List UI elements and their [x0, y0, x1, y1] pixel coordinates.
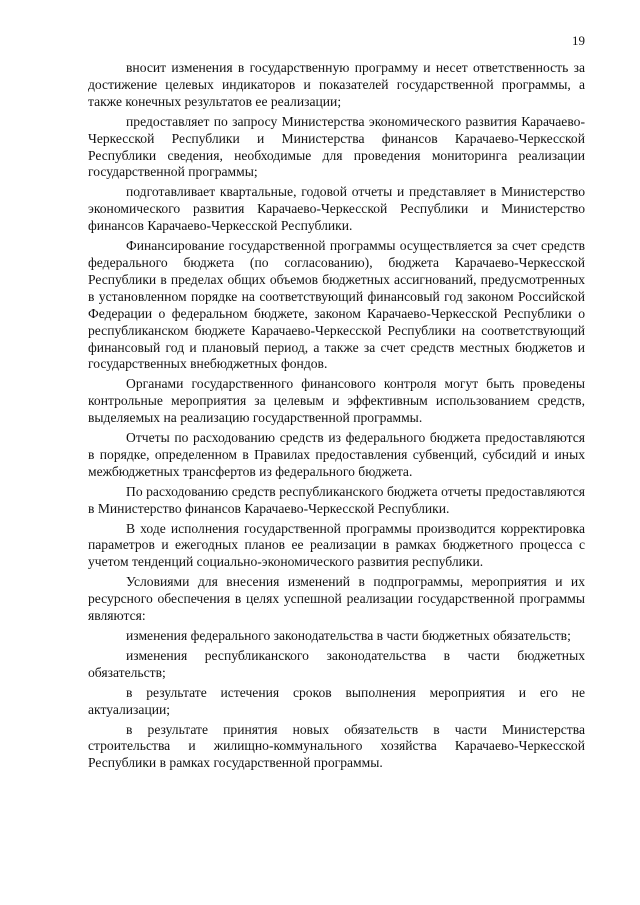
paragraph-conditions-intro: Условиями для внесения изменений в подпрограммы, мероприятия и их ресурсного обеспечения в целях успешной реализации государственной программы являются:	[88, 574, 585, 624]
paragraph-condition-new-obligations: в результате принятия новых обязательств в части Министерства строительства и жилищно-коммунального хозяйства Карачаево-Черкесской Республики в рамках государственной программы.	[88, 721, 585, 771]
page-number: 19	[572, 33, 585, 48]
paragraph-monitoring-info: предоставляет по запросу Министерства экономического развития Карачаево-Черкесской Республики и Министерства финансов Карачаево-Черкесской Республики сведения, необходимые для проведения мониторинга реализации государственной программы;	[88, 113, 585, 180]
paragraph-financing: Финансирование государственной программы осуществляется за счет средств федерального бюджета (по согласованию), бюджета Карачаево-Черкесской Республики в пределах общих объемов бюджетных ассигнований, предусмотренных в установленном порядке на соответствующий финансовый год законом Российской Федерации о федеральном бюджете, законом Карачаево-Черкесской Республики о республиканском бюджете Карачаево-Черкесской Республики на соответствующий финансовый год и плановый период, а также за счет средств местных бюджетов и государственных внебюджетных фондов.	[88, 238, 585, 372]
paragraph-quarterly-reports: подготавливает квартальные, годовой отчеты и представляет в Министерство экономического развития Карачаево-Черкесской Республики и Министерство финансов Карачаево-Черкесской Республики.	[88, 184, 585, 234]
paragraph-responsibility: вносит изменения в государственную программу и несет ответственность за достижение целевых индикаторов и показателей государственной программы, а также конечных результатов ее реализации;	[88, 60, 585, 109]
paragraph-condition-republic-law: изменения республиканского законодательства в части бюджетных обязательств;	[88, 647, 585, 680]
paragraph-federal-reports: Отчеты по расходованию средств из федерального бюджета предоставляются в порядке, определенном в Правилах предоставления субвенций, субсидий и иных межбюджетных трансфертов из федерального бюджета.	[88, 430, 585, 479]
body-text	[88, 60, 585, 775]
paragraph-adjustment: В ходе исполнения государственной программы производится корректировка параметров и ежегодных планов ее реализации в рамках бюджетного процесса с учетом тенденций социально-экономического развития республики.	[88, 520, 585, 570]
paragraph-condition-expiry: в результате истечения сроков выполнения мероприятия и его не актуализации;	[88, 684, 585, 717]
paragraph-condition-federal-law: изменения федерального законодательства в части бюджетных обязательств;	[126, 628, 571, 643]
paragraph-republic-reports: По расходованию средств республиканского бюджета отчеты предоставляются в Министерство финансов Карачаево-Черкесской Республики.	[88, 483, 585, 516]
paragraph-financial-control: Органами государственного финансового контроля могут быть проведены контрольные мероприятия за целевым и эффективным использованием средств, выделяемых на реализацию государственной программы.	[88, 376, 585, 426]
